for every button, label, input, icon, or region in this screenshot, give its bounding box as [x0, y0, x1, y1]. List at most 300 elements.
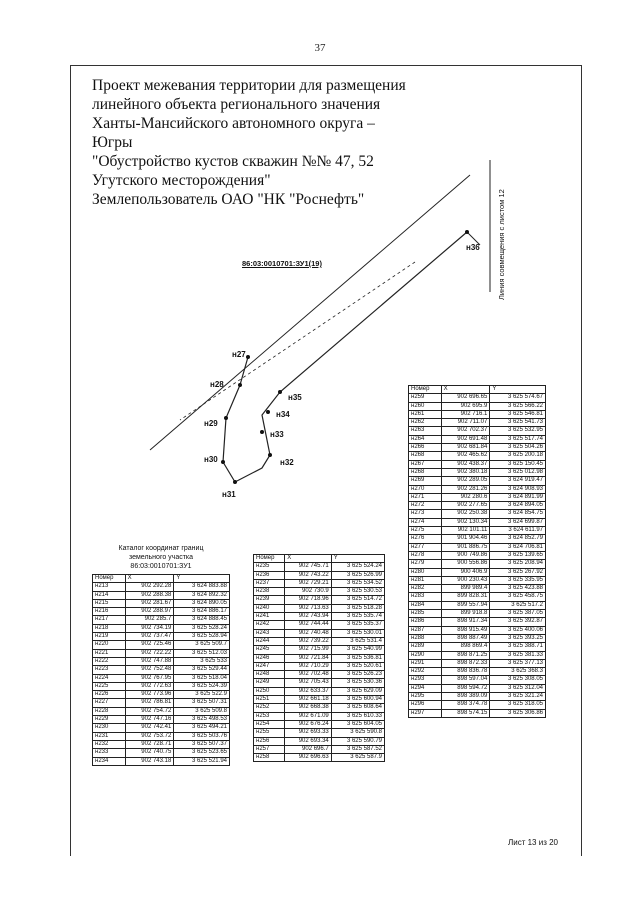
x-coordinate-cell: 898 374.78: [441, 701, 490, 709]
table-row: [93, 599, 230, 607]
table-row: [254, 563, 385, 571]
x-coordinate-cell: 902 130.34: [441, 518, 490, 526]
point-id-cell: н242: [254, 621, 285, 629]
point-id-cell: н232: [93, 740, 126, 748]
x-coordinate-cell: 902 250.38: [441, 510, 490, 518]
title-line: линейного объекта регионального значения: [92, 96, 381, 113]
y-coordinate-cell: 3 625 535.37: [331, 621, 384, 629]
table-row: [254, 579, 385, 587]
table-row: [409, 502, 546, 510]
x-coordinate-cell: 898 869.4: [441, 643, 490, 651]
x-coordinate-cell: 902 671.09: [285, 712, 332, 720]
point-id-cell: н237: [254, 579, 285, 587]
x-coordinate-cell: 902 730.9: [285, 588, 332, 596]
x-coordinate-cell: 902 702.37: [441, 427, 490, 435]
x-coordinate-cell: 898 574.15: [441, 709, 490, 717]
y-coordinate-cell: 3 625 509.7: [174, 641, 230, 649]
coordinate-table-1: [92, 574, 230, 766]
y-coordinate-cell: 3 625 522.9: [174, 691, 230, 699]
table-row: [93, 608, 230, 616]
x-coordinate-cell: 898 597.04: [441, 676, 490, 684]
x-coordinate-cell: 902 288.38: [125, 591, 174, 599]
table-row: [254, 637, 385, 645]
title-line: Проект межевания территории для размещения: [92, 77, 406, 94]
table-row: [254, 588, 385, 596]
point-id-cell: н235: [254, 563, 285, 571]
point-id-cell: н250: [254, 687, 285, 695]
x-coordinate-cell: 898 389.09: [441, 692, 490, 700]
x-coordinate-cell: 902 633.37: [285, 687, 332, 695]
table-row: [254, 729, 385, 737]
table-row: [409, 668, 546, 676]
point-n28: [238, 383, 242, 387]
point-id-cell: н244: [254, 637, 285, 645]
y-coordinate-cell: 3 625 267.92: [490, 568, 546, 576]
table-row: [254, 621, 385, 629]
table-row: [409, 709, 546, 717]
point-id-cell: н240: [254, 604, 285, 612]
y-coordinate-cell: 3 624 699.87: [490, 518, 546, 526]
y-coordinate-cell: 3 625 200.18: [490, 452, 546, 460]
point-id-cell: н287: [409, 626, 442, 634]
table-row: [409, 535, 546, 543]
point-label: н29: [204, 419, 218, 428]
point-id-cell: н273: [409, 510, 442, 518]
x-coordinate-cell: 902 693.33: [285, 729, 332, 737]
catalog-title-line: земельного участка: [128, 554, 194, 561]
coordinate-table-2: [253, 554, 385, 762]
point-id-cell: н220: [93, 641, 126, 649]
x-coordinate-cell: 902 740.48: [285, 629, 332, 637]
table-row: [409, 402, 546, 410]
table-row: [254, 704, 385, 712]
y-coordinate-cell: 3 625 540.99: [331, 646, 384, 654]
point-id-cell: н233: [93, 749, 126, 757]
table-row: [409, 444, 546, 452]
page-number: 37: [314, 42, 326, 54]
x-coordinate-cell: 902 722.22: [125, 649, 174, 657]
point-id-cell: н275: [409, 527, 442, 535]
x-coordinate-cell: 902 767.95: [125, 674, 174, 682]
point-label: н30: [204, 455, 218, 464]
point-id-cell: н236: [254, 571, 285, 579]
x-coordinate-cell: 902 747.88: [125, 657, 174, 665]
y-coordinate-cell: 3 625 423.88: [490, 585, 546, 593]
y-coordinate-cell: 3 625 503.76: [174, 732, 230, 740]
point-id-cell: н278: [409, 551, 442, 559]
table-header-cell: X: [285, 555, 332, 563]
table-row: [254, 571, 385, 579]
point-id-cell: н279: [409, 560, 442, 568]
y-coordinate-cell: 3 625 526.99: [331, 571, 384, 579]
x-coordinate-cell: 902 288.97: [125, 608, 174, 616]
point-id-cell: н291: [409, 659, 442, 667]
table-row: [254, 654, 385, 662]
point-id-cell: н277: [409, 543, 442, 551]
y-coordinate-cell: 3 625 012.98: [490, 468, 546, 476]
y-coordinate-cell: 3 625 535.74: [331, 613, 384, 621]
y-coordinate-cell: 3 625 392.87: [490, 618, 546, 626]
point-id-cell: н245: [254, 646, 285, 654]
table-row: [93, 666, 230, 674]
y-coordinate-cell: 3 625 590.79: [331, 737, 384, 745]
title-line: "Обустройство кустов скважин №№ 47, 52: [92, 153, 374, 170]
point-id-cell: н255: [254, 729, 285, 737]
table-row: [254, 629, 385, 637]
table-row: [409, 692, 546, 700]
table-row: [254, 745, 385, 753]
y-coordinate-cell: 3 625 526.23: [331, 671, 384, 679]
x-coordinate-cell: 902 705.43: [285, 679, 332, 687]
x-coordinate-cell: 898 594.72: [441, 684, 490, 692]
x-coordinate-cell: 898 871.25: [441, 651, 490, 659]
point-id-cell: н231: [93, 732, 126, 740]
y-coordinate-cell: 3 625 312.04: [490, 684, 546, 692]
point-id-cell: н292: [409, 668, 442, 676]
table-header-cell: Номер: [254, 555, 285, 563]
point-id-cell: н257: [254, 745, 285, 753]
y-coordinate-cell: 3 625 530.01: [331, 629, 384, 637]
point-id-cell: н281: [409, 576, 442, 584]
x-coordinate-cell: 902 292.28: [125, 583, 174, 591]
point-id-cell: н294: [409, 684, 442, 692]
table-row: [409, 585, 546, 593]
y-coordinate-cell: 3 625 604.05: [331, 720, 384, 728]
y-coordinate-cell: 3 625 528.24: [174, 624, 230, 632]
point-id-cell: н290: [409, 651, 442, 659]
table-row: [93, 616, 230, 624]
x-coordinate-cell: 899 557.94: [441, 601, 490, 609]
table-row: [254, 720, 385, 728]
table-row: [409, 419, 546, 427]
x-coordinate-cell: 902 740.75: [125, 749, 174, 757]
x-coordinate-cell: 902 729.21: [285, 579, 332, 587]
point-id-cell: н228: [93, 707, 126, 715]
table-row: [93, 583, 230, 591]
point-label: н33: [270, 430, 284, 439]
x-coordinate-cell: 902 711.07: [441, 419, 490, 427]
point-id-cell: н216: [93, 608, 126, 616]
point-id-cell: н269: [409, 477, 442, 485]
x-coordinate-cell: 902 753.72: [125, 732, 174, 740]
x-coordinate-cell: 902 676.24: [285, 720, 332, 728]
table-header-cell: Y: [174, 575, 230, 583]
table-row: [409, 684, 546, 692]
point-id-cell: н297: [409, 709, 442, 717]
x-coordinate-cell: 898 887.49: [441, 634, 490, 642]
table-row: [93, 624, 230, 632]
x-coordinate-cell: 902 728.71: [125, 740, 174, 748]
x-coordinate-cell: 902 695.9: [441, 402, 490, 410]
point-id-cell: н247: [254, 662, 285, 670]
y-coordinate-cell: 3 625 517.74: [490, 435, 546, 443]
point-id-cell: н214: [93, 591, 126, 599]
x-coordinate-cell: 902 696.65: [441, 394, 490, 402]
y-coordinate-cell: 3 625 400.06: [490, 626, 546, 634]
point-id-cell: н284: [409, 601, 442, 609]
x-coordinate-cell: 901 886.75: [441, 543, 490, 551]
x-coordinate-cell: 902 285.7: [125, 616, 174, 624]
y-coordinate-cell: 3 624 892.32: [174, 591, 230, 599]
point-id-cell: н251: [254, 696, 285, 704]
table-row: [409, 551, 546, 559]
x-coordinate-cell: 902 277.65: [441, 502, 490, 510]
table-row: [409, 651, 546, 659]
table-row: [93, 740, 230, 748]
point-n34: [266, 410, 270, 414]
x-coordinate-cell: 902 289.05: [441, 477, 490, 485]
x-coordinate-cell: 902 438.37: [441, 460, 490, 468]
point-id-cell: н289: [409, 643, 442, 651]
y-coordinate-cell: 3 625 629.09: [331, 687, 384, 695]
y-coordinate-cell: 3 625 150.45: [490, 460, 546, 468]
point-label: н34: [276, 410, 290, 419]
y-coordinate-cell: 3 625 608.64: [331, 704, 384, 712]
x-coordinate-cell: 902 772.63: [125, 682, 174, 690]
point-id-cell: н283: [409, 593, 442, 601]
y-coordinate-cell: 3 625 381.33: [490, 651, 546, 659]
table-row: [409, 468, 546, 476]
point-id-cell: н262: [409, 419, 442, 427]
x-coordinate-cell: 902 754.72: [125, 707, 174, 715]
point-id-cell: н239: [254, 596, 285, 604]
x-coordinate-cell: 902 715.99: [285, 646, 332, 654]
table-row: [409, 410, 546, 418]
y-coordinate-cell: 3 625 504.26: [490, 444, 546, 452]
y-coordinate-cell: 3 624 894.05: [490, 502, 546, 510]
table-row: [409, 543, 546, 551]
point-id-cell: н274: [409, 518, 442, 526]
table-row: [409, 427, 546, 435]
x-coordinate-cell: 902 773.96: [125, 691, 174, 699]
table-header-cell: Номер: [409, 386, 442, 394]
table-row: [93, 633, 230, 641]
table-header-cell: X: [125, 575, 174, 583]
table-row: [254, 671, 385, 679]
cadastral-label: 86:03:0010701:ЗУ1(19): [242, 259, 322, 268]
y-coordinate-cell: 3 625 388.71: [490, 643, 546, 651]
point-id-cell: н252: [254, 704, 285, 712]
x-coordinate-cell: 898 872.33: [441, 659, 490, 667]
y-coordinate-cell: 3 625 520.61: [331, 662, 384, 670]
table-row: [409, 435, 546, 443]
point-id-cell: н217: [93, 616, 126, 624]
y-coordinate-cell: 3 625 512.03: [174, 649, 230, 657]
x-coordinate-cell: 900 749.86: [441, 551, 490, 559]
table-row: [409, 676, 546, 684]
table-row: [409, 634, 546, 642]
table-row: [93, 641, 230, 649]
table-row: [93, 724, 230, 732]
table-row: [254, 662, 385, 670]
x-coordinate-cell: 902 737.47: [125, 633, 174, 641]
point-id-cell: н230: [93, 724, 126, 732]
y-coordinate-cell: 3 625 521.94: [174, 757, 230, 765]
catalog-title: [92, 544, 230, 571]
y-coordinate-cell: 3 625 523.65: [174, 749, 230, 757]
x-coordinate-cell: 902 743.18: [125, 757, 174, 765]
point-id-cell: н254: [254, 720, 285, 728]
table-row: [409, 485, 546, 493]
y-coordinate-cell: 3 625 524.24: [331, 563, 384, 571]
y-coordinate-cell: 3 625 306.86: [490, 709, 546, 717]
point-id-cell: н215: [93, 599, 126, 607]
table-header-cell: Номер: [93, 575, 126, 583]
y-coordinate-cell: 3 624 852.79: [490, 535, 546, 543]
table-row: [254, 696, 385, 704]
point-id-cell: н246: [254, 654, 285, 662]
point-n30: [221, 460, 225, 464]
point-id-cell: н259: [409, 394, 442, 402]
table-header-row: [254, 555, 385, 563]
table-row: [93, 757, 230, 765]
x-coordinate-cell: 902 668.38: [285, 704, 332, 712]
point-id-cell: н234: [93, 757, 126, 765]
x-coordinate-cell: 900 230.43: [441, 576, 490, 584]
table-row: [409, 510, 546, 518]
point-id-cell: н296: [409, 701, 442, 709]
table-row: [409, 560, 546, 568]
table-row: [93, 649, 230, 657]
point-id-cell: н229: [93, 716, 126, 724]
x-coordinate-cell: 899 828.31: [441, 593, 490, 601]
table-row: [409, 618, 546, 626]
point-id-cell: н243: [254, 629, 285, 637]
table-header-row: [93, 575, 230, 583]
y-coordinate-cell: 3 625 587.9: [331, 754, 384, 762]
table-header-row: [409, 386, 546, 394]
table-row: [254, 679, 385, 687]
table-row: [409, 568, 546, 576]
table-row: [93, 699, 230, 707]
point-id-cell: н260: [409, 402, 442, 410]
point-id-cell: н261: [409, 410, 442, 418]
x-coordinate-cell: 902 713.63: [285, 604, 332, 612]
table-row: [254, 754, 385, 762]
y-coordinate-cell: 3 624 854.75: [490, 510, 546, 518]
point-id-cell: н293: [409, 676, 442, 684]
point-n35: [278, 390, 282, 394]
point-id-cell: н270: [409, 485, 442, 493]
catalog-title-line: Каталог координат границ: [118, 545, 204, 552]
y-coordinate-cell: 3 625 517.2: [490, 601, 546, 609]
y-coordinate-cell: 3 625 308.05: [490, 676, 546, 684]
y-coordinate-cell: 3 625 494.21: [174, 724, 230, 732]
x-coordinate-cell: 899 918.8: [441, 610, 490, 618]
point-id-cell: н295: [409, 692, 442, 700]
y-coordinate-cell: 3 625 530.53: [331, 588, 384, 596]
y-coordinate-cell: 3 625 507.37: [174, 740, 230, 748]
y-coordinate-cell: 3 624 919.47: [490, 477, 546, 485]
point-id-cell: н241: [254, 613, 285, 621]
point-id-cell: н268: [409, 468, 442, 476]
x-coordinate-cell: 902 661.18: [285, 696, 332, 704]
point-id-cell: н271: [409, 493, 442, 501]
y-coordinate-cell: 3 625 377.13: [490, 659, 546, 667]
table-row: [93, 674, 230, 682]
y-coordinate-cell: 3 625 368.3: [490, 668, 546, 676]
table-row: [254, 687, 385, 695]
x-coordinate-cell: 900 406.9: [441, 568, 490, 576]
title-line: Ханты-Мансийского автономного округа –: [92, 115, 375, 132]
y-coordinate-cell: 3 625 574.67: [490, 394, 546, 402]
point-id-cell: н266: [409, 444, 442, 452]
x-coordinate-cell: 902 696.63: [285, 754, 332, 762]
x-coordinate-cell: 902 752.48: [125, 666, 174, 674]
y-coordinate-cell: 3 625 533: [174, 657, 230, 665]
table-row: [254, 646, 385, 654]
y-coordinate-cell: 3 625 321.24: [490, 692, 546, 700]
y-coordinate-cell: 3 624 706.81: [490, 543, 546, 551]
table-row: [254, 712, 385, 720]
y-coordinate-cell: 3 624 890.05: [174, 599, 230, 607]
y-coordinate-cell: 3 625 518.04: [174, 674, 230, 682]
y-coordinate-cell: 3 625 546.81: [490, 410, 546, 418]
y-coordinate-cell: 3 625 524.39: [174, 682, 230, 690]
y-coordinate-cell: 3 625 531.4: [331, 637, 384, 645]
y-coordinate-cell: 3 625 387.05: [490, 610, 546, 618]
x-coordinate-cell: 902 281.26: [441, 485, 490, 493]
x-coordinate-cell: 902 747.16: [125, 716, 174, 724]
coordinate-table-3: [408, 385, 546, 718]
x-coordinate-cell: 902 281.67: [125, 599, 174, 607]
y-coordinate-cell: 3 625 318.05: [490, 701, 546, 709]
point-id-cell: н226: [93, 691, 126, 699]
y-coordinate-cell: 3 625 536.81: [331, 654, 384, 662]
point-id-cell: н213: [93, 583, 126, 591]
x-coordinate-cell: 902 745.71: [285, 563, 332, 571]
y-coordinate-cell: 3 625 528.94: [174, 633, 230, 641]
y-coordinate-cell: 3 625 566.22: [490, 402, 546, 410]
point-id-cell: н256: [254, 737, 285, 745]
y-coordinate-cell: 3 624 886.17: [174, 608, 230, 616]
x-coordinate-cell: 902 691.48: [441, 435, 490, 443]
y-coordinate-cell: 3 624 611.97: [490, 527, 546, 535]
table-row: [409, 643, 546, 651]
point-label: н28: [210, 380, 224, 389]
table-row: [409, 518, 546, 526]
y-coordinate-cell: 3 624 888.45: [174, 616, 230, 624]
table-row: [409, 593, 546, 601]
x-coordinate-cell: 900 556.86: [441, 560, 490, 568]
point-label: н36: [466, 243, 480, 252]
y-coordinate-cell: 3 625 541.73: [490, 419, 546, 427]
y-coordinate-cell: 3 625 518.28: [331, 604, 384, 612]
table-row: [93, 591, 230, 599]
x-coordinate-cell: 902 380.18: [441, 468, 490, 476]
point-n29: [224, 416, 228, 420]
x-coordinate-cell: 902 716.1: [441, 410, 490, 418]
x-coordinate-cell: 902 744.44: [285, 621, 332, 629]
table-header-cell: X: [441, 386, 490, 394]
x-coordinate-cell: 902 743.22: [285, 571, 332, 579]
x-coordinate-cell: 902 280.6: [441, 493, 490, 501]
table-row: [409, 394, 546, 402]
table-row: [93, 707, 230, 715]
point-id-cell: н285: [409, 610, 442, 618]
x-coordinate-cell: 902 786.81: [125, 699, 174, 707]
point-label: н31: [222, 490, 236, 499]
point-id-cell: н268: [409, 452, 442, 460]
table-row: [93, 749, 230, 757]
x-coordinate-cell: 902 734.19: [125, 624, 174, 632]
y-coordinate-cell: 3 625 208.94: [490, 560, 546, 568]
point-label: н35: [288, 393, 302, 402]
x-coordinate-cell: 898 915.49: [441, 626, 490, 634]
point-id-cell: н253: [254, 712, 285, 720]
x-coordinate-cell: 902 681.84: [441, 444, 490, 452]
table-row: [254, 604, 385, 612]
